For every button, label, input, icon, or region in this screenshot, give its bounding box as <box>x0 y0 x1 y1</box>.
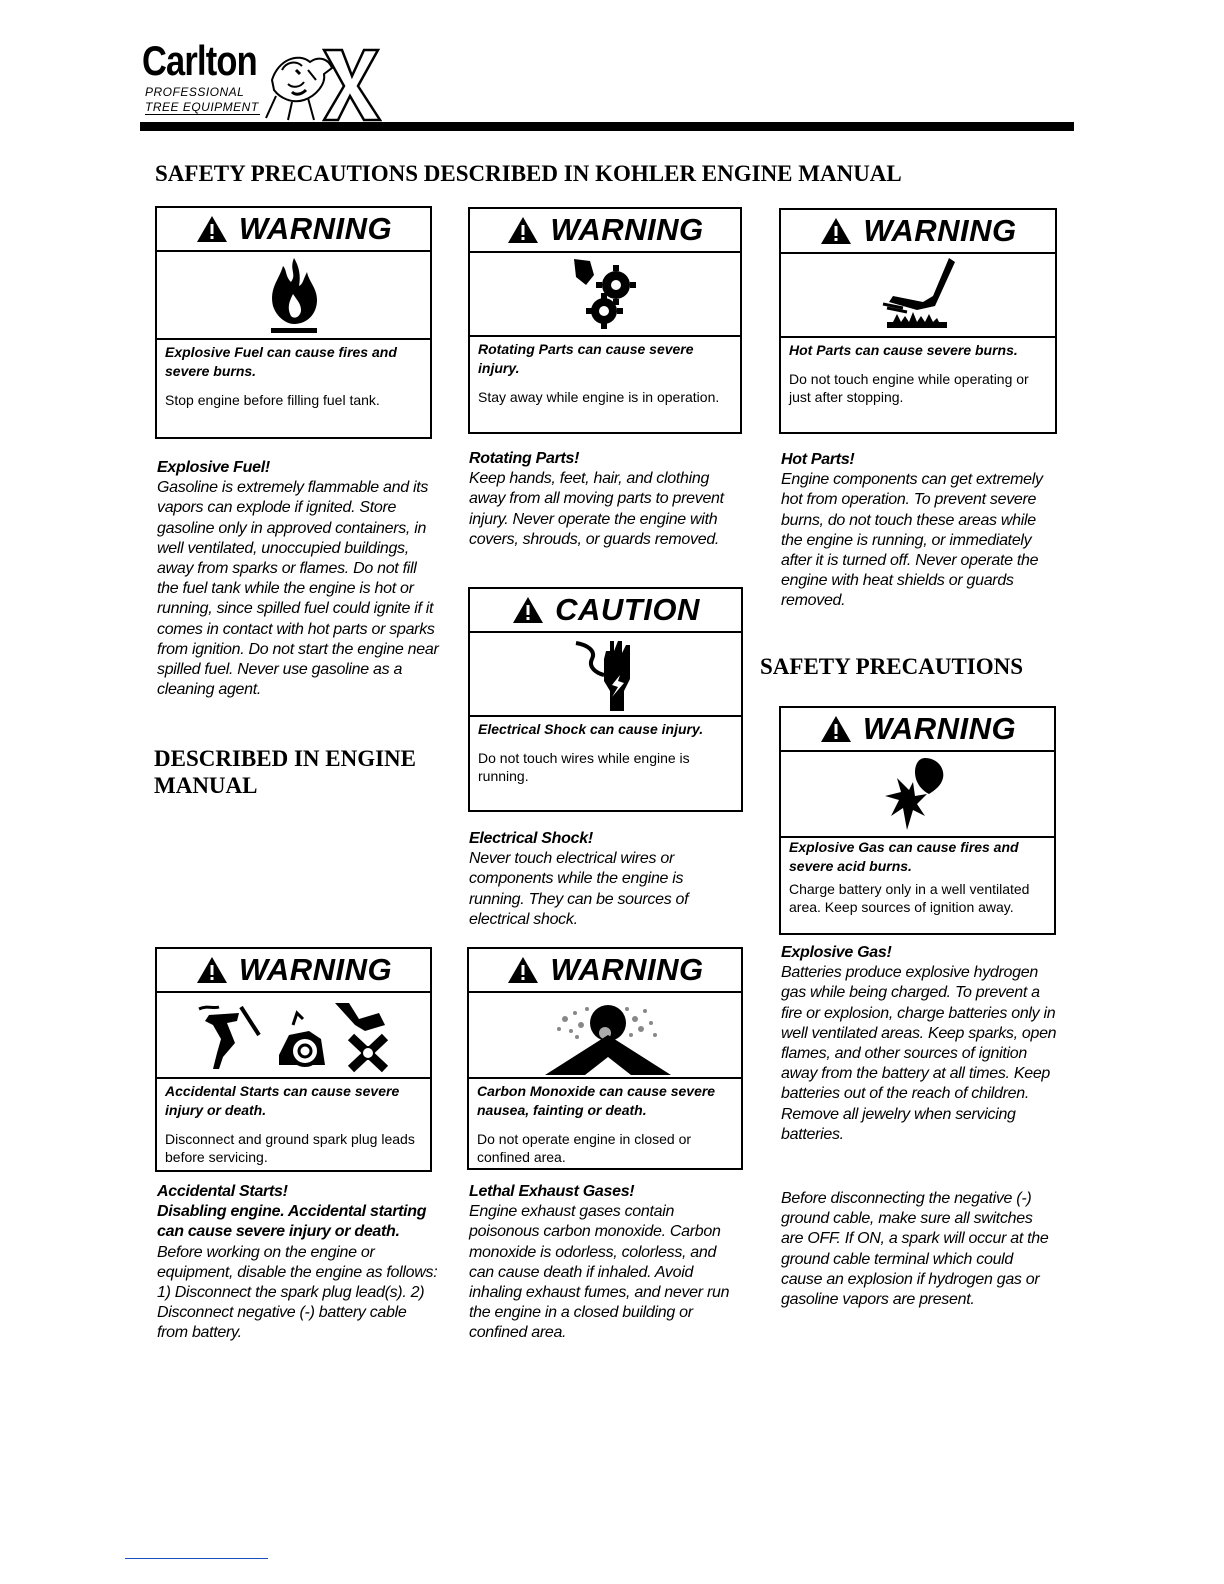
sign-signal-word: WARNING <box>550 952 704 987</box>
sign-signal-word: WARNING <box>238 211 393 246</box>
section-heading-described-line1: DESCRIBED IN ENGINE <box>154 746 417 771</box>
paragraph-title: Electrical Shock! <box>469 830 593 847</box>
paragraph-body: Never touch electrical wires or components while the engine is running. They can be sources of electrical shock. <box>469 850 689 928</box>
paragraph-lead: Disabling engine. Accidental starting can cause severe injury or death. <box>157 1203 427 1241</box>
sign-pictogram <box>470 253 740 337</box>
exhaust-fumes-icon <box>505 995 705 1075</box>
paragraph-explosive-fuel <box>157 458 441 700</box>
paragraph-lethal-exhaust <box>469 1182 739 1344</box>
sign-signal-word: WARNING <box>238 952 393 987</box>
sign-signal-word: CAUTION <box>555 592 700 627</box>
sign-hazard-text: Accidental Starts can cause severe injury or death. <box>165 1083 400 1118</box>
battery-explosion-icon <box>873 754 963 834</box>
paragraph-title: Explosive Gas! <box>781 944 892 961</box>
alert-triangle-icon <box>195 214 229 244</box>
brand-name: Carlton <box>142 37 257 84</box>
sign-header <box>157 208 430 252</box>
paragraph-title: Accidental Starts! <box>157 1183 288 1200</box>
warning-sign-accidental-starts <box>155 947 432 1172</box>
sign-header <box>470 589 741 633</box>
sign-pictogram <box>470 633 741 717</box>
alert-triangle-icon <box>506 955 540 985</box>
sign-hazard-text: Rotating Parts can cause severe injury. <box>478 341 694 376</box>
sign-instruction-text: Stay away while engine is in operation. <box>478 389 720 405</box>
warning-sign-carbon-monoxide <box>467 947 743 1170</box>
alert-triangle-icon <box>819 216 853 246</box>
paragraph-body: Before working on the engine or equipment, disable the engine as follows: 1) Disconnect the spark plug lead(s). 2) Disconnect negative (-) battery cable from battery. <box>157 1243 438 1342</box>
sign-pictogram <box>157 993 430 1079</box>
alert-triangle-icon <box>511 595 545 625</box>
sign-header <box>469 949 741 993</box>
sign-hazard-text: Carbon Monoxide can cause severe nausea, fainting or death. <box>477 1083 716 1118</box>
sign-hazard-text: Hot Parts can cause severe burns. <box>789 342 1018 358</box>
paragraph-title: Hot Parts! <box>781 451 855 468</box>
section-heading-safety-precautions: SAFETY PRECAUTIONS <box>760 654 1024 679</box>
sign-header <box>157 949 430 993</box>
sign-signal-word: WARNING <box>862 711 1017 746</box>
sign-hazard-text: Explosive Gas can cause fires and severe acid burns. <box>789 839 1019 874</box>
brand-underline <box>145 114 260 115</box>
warning-sign-hot-parts <box>779 208 1057 434</box>
sign-header <box>781 708 1054 752</box>
paragraph-accidental-starts <box>157 1182 439 1344</box>
paragraph-body: Keep hands, feet, hair, and clothing away from all moving parts to prevent injury. Never operate the engine with covers, shrouds, or guards removed. <box>469 470 724 548</box>
sign-signal-word: WARNING <box>863 213 1017 248</box>
sign-instruction-text: Disconnect and ground spark plug leads before servicing. <box>165 1131 415 1165</box>
sign-pictogram <box>781 752 1054 838</box>
sign-instruction-text: Do not touch wires while engine is running. <box>478 750 690 784</box>
alert-triangle-icon <box>195 955 229 985</box>
paragraph-rotating-parts <box>469 449 741 550</box>
paragraph-body: Batteries produce explosive hydrogen gas while being charged. To prevent a fire or explosion, charge batteries only in well ventilated areas. Keep sparks, open flames, and other sources of ignition away from the battery at all times. Keep batteries out of the reach of children. Remove all jewelry when servicing batteries. <box>781 964 1057 1143</box>
caution-sign-electrical-shock <box>468 587 743 812</box>
warning-sign-rotating-parts <box>468 207 742 434</box>
sign-hazard-text: Electrical Shock can cause injury. <box>478 721 704 737</box>
sign-instruction-text: Do not touch engine while operating or just after stopping. <box>789 371 1029 405</box>
electric-shock-icon <box>566 635 646 713</box>
accidental-start-icon <box>179 995 409 1075</box>
paragraph-body: Before disconnecting the negative (-) ground cable, make sure all switches are OFF. If ON, a spark will occur at the ground cable terminal which could cause an explosion if hydrogen gas or gasoline vapors are present. <box>781 1190 1049 1309</box>
sign-instruction-text: Stop engine before filling fuel tank. <box>165 392 380 408</box>
sign-header <box>781 210 1055 254</box>
page-title: SAFETY PRECAUTIONS DESCRIBED IN KOHLER ENGINE MANUAL <box>155 161 902 186</box>
ox-logo-icon <box>252 40 382 122</box>
paragraph-negative-cable <box>781 1189 1049 1310</box>
sign-pictogram <box>469 993 741 1079</box>
alert-triangle-icon <box>819 714 853 744</box>
sign-hazard-text: Explosive Fuel can cause fires and severe burns. <box>165 344 397 379</box>
paragraph-title: Explosive Fuel! <box>157 459 270 476</box>
paragraph-hot-parts <box>781 450 1059 612</box>
paragraph-electrical-shock <box>469 829 739 930</box>
sign-signal-word: WARNING <box>550 212 704 247</box>
gear-hand-icon <box>560 255 650 333</box>
brand-subtitle-line1: PROFESSIONAL <box>145 85 245 99</box>
paragraph-body: Engine components can get extremely hot from operation. To prevent severe burns, do not touch these areas while the engine is running, or immediately after it is turned off. Never operate the engine with heat shields or guards removed. <box>781 471 1043 610</box>
paragraph-title: Lethal Exhaust Gases! <box>469 1183 635 1200</box>
sign-pictogram <box>781 254 1055 338</box>
paragraph-body: Gasoline is extremely flammable and its vapors can explode if ignited. Store gasoline only in approved containers, in well ventilated, unoccupied buildings, away from sparks or flames. Do not fill the fuel tank while the engine is hot or running, since spilled fuel could ignite if it comes in contact with hot parts or sparks from ignition. Do not start the engine near spilled fuel. Never use gasoline as a cleaning agent. <box>157 479 439 699</box>
fire-icon <box>259 254 329 336</box>
paragraph-body: Engine exhaust gases contain poisonous carbon monoxide. Carbon monoxide is odorless, colorless, and can cause death if inhaled. Avoid inhaling exhaust fumes, and never run the engine in a closed building or confined area. <box>469 1203 730 1342</box>
sign-instruction-text: Charge battery only in a well ventilated area. Keep sources of ignition away. <box>789 881 1030 915</box>
brand-subtitle-line2: TREE EQUIPMENT <box>145 100 259 114</box>
hot-surface-hand-icon <box>873 256 963 334</box>
paragraph-title: Rotating Parts! <box>469 450 580 467</box>
sign-header <box>470 209 740 253</box>
sign-pictogram <box>157 252 430 340</box>
alert-triangle-icon <box>506 215 540 245</box>
warning-sign-explosive-gas <box>779 706 1056 935</box>
footer-link-line <box>125 1558 268 1559</box>
warning-sign-fuel <box>155 206 432 439</box>
sign-instruction-text: Do not operate engine in closed or confined area. <box>477 1131 692 1165</box>
paragraph-explosive-gas <box>781 943 1057 1145</box>
section-heading-described-line2: MANUAL <box>154 773 258 798</box>
header-rule <box>140 122 1074 131</box>
